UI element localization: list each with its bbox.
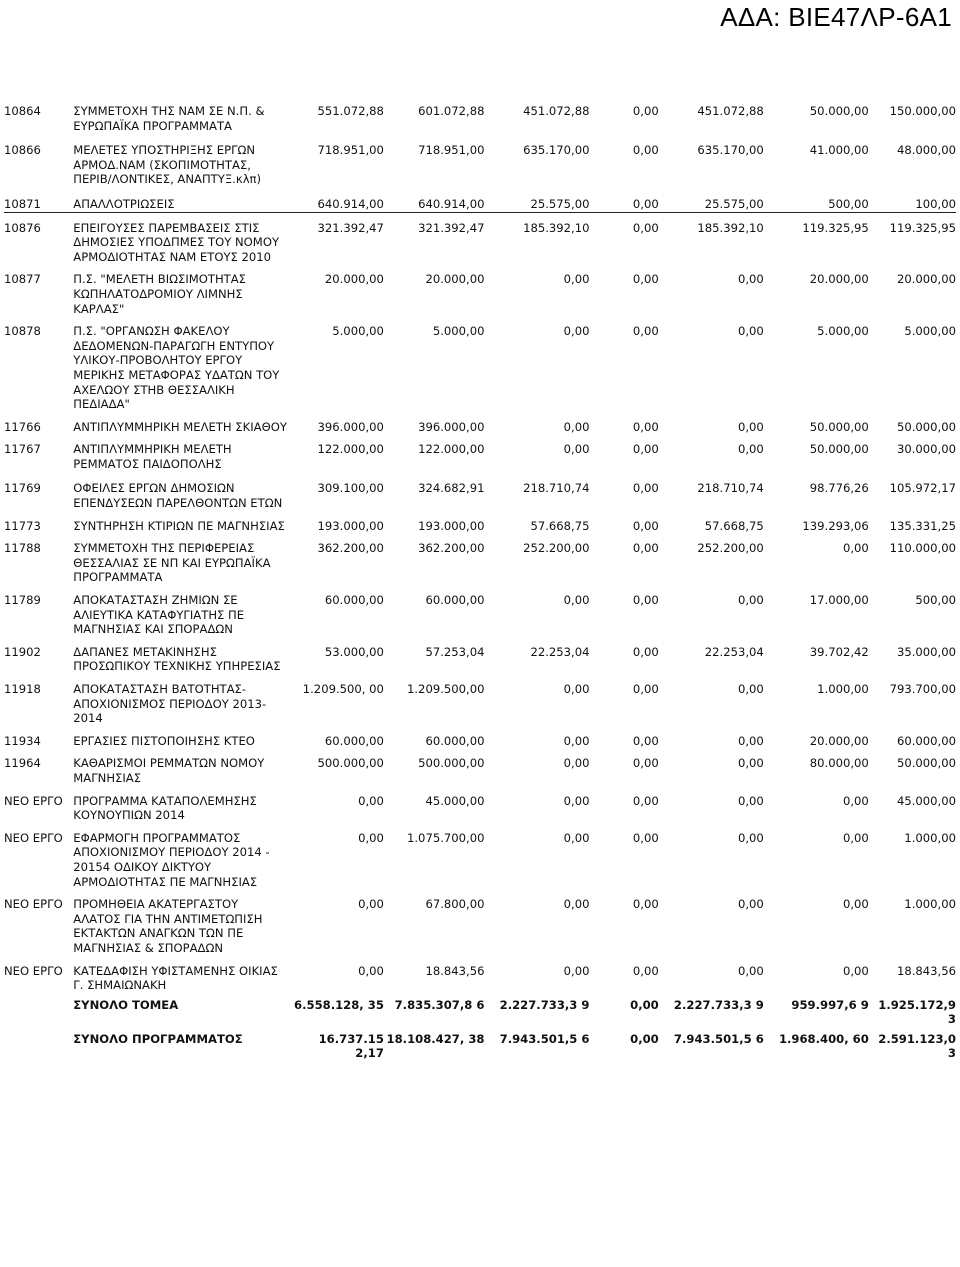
amount-v2: 57.253,04: [425, 644, 485, 659]
amount-v4: 0,00: [632, 518, 659, 533]
total-v7: 2.591.123,0 3: [878, 1031, 956, 1061]
total-v3: 2.227.733,3 9: [499, 997, 590, 1012]
amount-v5: 218.710,74: [697, 481, 764, 496]
row-description: ΕΦΑΡΜΟΓΗ ΠΡΟΓΡΑΜΜΑΤΟΣ ΑΠΟΧΙΟΝΙΣΜΟΥ ΠΕΡΙΟΔΟΥ 2014 - 20154 ΟΔΙΚΟΥ ΔΙΚΤΥΟΥ ΑΡΜΟΔΙΟΤΗΤΑΣ ΠΕ ΜΑΓΝΗΣΙΑΣ: [73, 830, 270, 889]
amount-v3: 451.072,88: [523, 104, 590, 118]
total-v2: 18.108.427, 38: [386, 1031, 485, 1046]
row-description: ΑΠΟΚΑΤΑΣΤΑΣΗ ΒΑΤΟΤΗΤΑΣ-ΑΠΟΧΙΟΝΙΣΜΟΣ ΠΕΡΙΟΔΟΥ 2013-2014: [73, 682, 267, 726]
amount-v6: 5.000,00: [817, 324, 869, 339]
amount-v3: 218.710,74: [523, 481, 590, 496]
row-description: ΟΦΕΙΛΕΣ ΕΡΓΩΝ ΔΗΜΟΣΙΩΝ ΕΠΕΝΔΥΣΕΩΝ ΠΑΡΕΛΘΟΝΤΩΝ ΕΤΩΝ: [73, 481, 283, 511]
total-v5: 7.943.501,5 6: [673, 1031, 764, 1046]
total-v4: 0,00: [630, 1031, 659, 1046]
total-spacer: [4, 993, 73, 1027]
amount-v6: 80.000,00: [809, 756, 869, 771]
table-row: [4, 511, 956, 534]
ada-watermark: ΑΔΑ: ΒΙΕ47ΛΡ-6Α1: [720, 2, 952, 32]
table-row: [4, 212, 956, 264]
row-description: ΣΥΜΜΕΤΟΧΗ ΤΗΣ ΝΑΜ ΣΕ Ν.Π. & ΕΥΡΩΠΑΪΚΑ ΠΡΟΓΡΑΜΜΑΤΑ: [73, 104, 265, 133]
amount-v7: 100,00: [915, 196, 956, 211]
amount-v6: 17.000,00: [809, 593, 869, 608]
amount-v7: 50.000,00: [896, 756, 956, 771]
amount-v2: 60.000,00: [425, 593, 485, 608]
amount-v5: 0,00: [737, 733, 764, 748]
amount-v1: 60.000,00: [324, 733, 384, 748]
row-description: ΔΑΠΑΝΕΣ ΜΕΤΑΚΙΝΗΣΗΣ ΠΡΟΣΩΠΙΚΟΥ ΤΕΧΝΙΚΗΣ ΥΠΗΡΕΣΙΑΣ: [73, 644, 281, 674]
amount-v2: 601.072,88: [418, 104, 485, 118]
row-description: ΣΥΝΤΗΡΗΣΗ ΚΤΙΡΙΩΝ ΠΕ ΜΑΓΝΗΣΙΑΣ: [73, 518, 285, 533]
amount-v2: 500.000,00: [418, 756, 485, 771]
total-v5: 2.227.733,3 9: [673, 997, 764, 1012]
amount-v2: 1.075.700,00: [407, 830, 485, 845]
amount-v5: 0,00: [737, 830, 764, 845]
row-description: ΠΡΟΓΡΑΜΜΑ ΚΑΤΑΠΟΛΕΜΗΣΗΣ ΚΟΥΝΟΥΠΙΩΝ 2014: [73, 793, 257, 823]
amount-v2: 67.800,00: [425, 897, 485, 912]
row-description: Π.Σ. "ΟΡΓΑΝΩΣΗ ΦΑΚΕΛΟΥ ΔΕΔΟΜΕΝΩΝ-ΠΑΡΑΓΩΓΗ ΕΝΤΥΠΟΥ ΥΛΙΚΟΥ-ΠΡΟΒΟΛΗΤΟΥ ΕΡΓΟΥ ΜΕΡΙΚΗΣ ΜΕΤΑΦΟΡΑΣ ΥΔΑΤΩΝ ΤΟΥ ΑΧΕΛΩΟΥ ΣΤΗΒ ΘΕΣΣΑΛΙΚΗ ΠΕΔΙΑΔΑ": [73, 324, 280, 412]
row-code: 11964: [4, 756, 41, 771]
amount-v4: 0,00: [632, 143, 659, 158]
amount-v1: 193.000,00: [317, 518, 384, 533]
amount-v1: 0,00: [358, 793, 384, 808]
amount-v3: 0,00: [563, 324, 590, 339]
amount-v2: 18.843,56: [425, 963, 485, 978]
amount-v5: 252.200,00: [697, 541, 764, 556]
total-v4: 0,00: [630, 997, 659, 1012]
table-row: [4, 823, 956, 889]
amount-v6: 98.776,26: [809, 481, 869, 496]
amount-v7: 119.325,95: [869, 212, 956, 264]
amount-v7: 500,00: [915, 593, 956, 608]
amount-v2: 45.000,00: [425, 793, 485, 808]
budget-table: [4, 96, 956, 1061]
amount-v6: 0,00: [842, 897, 869, 912]
amount-v5: 0,00: [737, 593, 764, 608]
table-row: [4, 748, 956, 785]
amount-v1: 122.000,00: [317, 442, 384, 457]
total-label: ΣΥΝΟΛΟ ΤΟΜΕΑ: [73, 997, 179, 1012]
amount-v5: 0,00: [737, 272, 764, 287]
amount-v4: 0,00: [632, 682, 659, 696]
amount-v3: 0,00: [563, 897, 590, 912]
row-code: 11773: [4, 518, 41, 533]
amount-v2: 1.209.500,00: [407, 682, 485, 696]
row-description: Π.Σ. "ΜΕΛΕΤΗ ΒΙΩΣΙΜΟΤΗΤΑΣ ΚΩΠΗΛΑΤΟΔΡΟΜΙΟΥ ΛΙΜΝΗΣ ΚΑΡΛΑΣ": [73, 272, 247, 316]
row-code: 10871: [4, 196, 41, 211]
amount-v7: 105.972,17: [889, 481, 956, 496]
amount-v7: 1.000,00: [904, 830, 956, 845]
amount-v2: 362.200,00: [418, 541, 485, 556]
amount-v6: 50.000,00: [809, 419, 869, 434]
row-code: 10878: [4, 324, 41, 339]
row-description: ΚΑΤΕΔΑΦΙΣΗ ΥΦΙΣΤΑΜΕΝΗΣ ΟΙΚΙΑΣ Γ. ΣΗΜΑΙΩΝΑΚΗ: [73, 963, 278, 993]
table-row: [4, 471, 956, 510]
amount-v1: 20.000,00: [324, 272, 384, 287]
table-row: [4, 133, 956, 187]
amount-v1: 640.914,00: [317, 196, 384, 211]
total-v1: 16.737.15 2,17: [318, 1031, 384, 1061]
amount-v5: 185.392,10: [659, 212, 764, 264]
amount-v4: 0,00: [632, 733, 659, 748]
row-code: ΝΕΟ ΕΡΓΟ: [4, 830, 63, 845]
row-description: ΑΝΤΙΠΛΥΜΜΗΡΙΚΗ ΜΕΛΕΤΗ ΣΚΙΑΘΟΥ: [73, 419, 287, 434]
table-row: [4, 786, 956, 823]
amount-v6: 50.000,00: [809, 442, 869, 457]
table-row: [4, 533, 956, 585]
amount-v4: 0,00: [632, 830, 659, 845]
row-code: 10877: [4, 272, 41, 287]
row-description: ΣΥΜΜΕΤΟΧΗ ΤΗΣ ΠΕΡΙΦΕΡΕΙΑΣ ΘΕΣΣΑΛΙΑΣ ΣΕ ΝΠ ΚΑΙ ΕΥΡΩΠΑΪΚΑ ΠΡΟΓΡΑΜΜΑΤΑ: [73, 541, 271, 585]
total-spacer: [4, 1027, 73, 1061]
amount-v5: 25.575,00: [704, 196, 764, 211]
amount-v3: 57.668,75: [530, 518, 590, 533]
table-row: [4, 434, 956, 471]
amount-v4: 0,00: [632, 272, 659, 287]
amount-v3: 0,00: [563, 830, 590, 845]
table-row: [4, 187, 956, 212]
amount-v5: 0,00: [737, 682, 764, 696]
amount-v3: 0,00: [563, 593, 590, 608]
row-code: 11934: [4, 733, 41, 748]
amount-v4: 0,00: [632, 593, 659, 608]
amount-v5: 0,00: [737, 793, 764, 808]
row-code: ΝΕΟ ΕΡΓΟ: [4, 897, 63, 912]
amount-v1: 551.072,88: [317, 104, 384, 118]
amount-v6: 139.293,06: [802, 518, 869, 533]
amount-v4: 0,00: [632, 644, 659, 659]
amount-v7: 60.000,00: [896, 733, 956, 748]
amount-v7: 1.000,00: [904, 897, 956, 912]
amount-v4: 0,00: [632, 104, 659, 118]
amount-v2: 60.000,00: [425, 733, 485, 748]
amount-v6: 20.000,00: [809, 733, 869, 748]
amount-v3: 0,00: [563, 963, 590, 978]
amount-v3: 22.253,04: [530, 644, 590, 659]
amount-v7: 30.000,00: [896, 442, 956, 457]
amount-v5: 635.170,00: [697, 143, 764, 158]
row-code: 11788: [4, 541, 41, 556]
table-row: [4, 674, 956, 726]
amount-v4: 0,00: [632, 963, 659, 978]
amount-v7: 20.000,00: [896, 272, 956, 287]
amount-v3: 252.200,00: [523, 541, 590, 556]
row-code: 11789: [4, 593, 41, 608]
amount-v7: 793.700,00: [889, 682, 956, 696]
amount-v6: 1.000,00: [817, 682, 869, 696]
table-row: [4, 96, 956, 133]
table-row: [4, 889, 956, 955]
amount-v1: 309.100,00: [317, 481, 384, 496]
amount-v1: 1.209.500, 00: [302, 682, 384, 696]
amount-v4: 0,00: [632, 419, 659, 434]
table-row: [4, 637, 956, 674]
amount-v4: 0,00: [589, 212, 658, 264]
amount-v4: 0,00: [632, 324, 659, 339]
amount-v7: 5.000,00: [904, 324, 956, 339]
amount-v7: 150.000,00: [889, 104, 956, 118]
table-row: [4, 956, 956, 993]
amount-v2: 640.914,00: [418, 196, 485, 211]
amount-v5: 0,00: [737, 324, 764, 339]
amount-v6: 0,00: [842, 793, 869, 808]
amount-v5: 0,00: [737, 756, 764, 771]
amount-v2: 20.000,00: [425, 272, 485, 287]
total-v7: 1.925.172,9 3: [878, 997, 956, 1027]
amount-v6: 0,00: [842, 963, 869, 978]
row-code: ΝΕΟ ΕΡΓΟ: [4, 963, 63, 978]
amount-v6: 50.000,00: [809, 104, 869, 118]
amount-v4: 0,00: [632, 442, 659, 457]
amount-v4: 0,00: [632, 541, 659, 556]
total-row: [4, 993, 956, 1027]
amount-v5: 0,00: [737, 963, 764, 978]
amount-v2: 718.951,00: [418, 143, 485, 158]
amount-v6: 20.000,00: [809, 272, 869, 287]
row-description: ΕΡΓΑΣΙΕΣ ΠΙΣΤΟΠΟΙΗΣΗΣ ΚΤΕΟ: [73, 733, 255, 748]
row-code: 11769: [4, 481, 41, 496]
amount-v1: 0,00: [358, 963, 384, 978]
amount-v1: 396.000,00: [317, 419, 384, 434]
amount-v5: 451.072,88: [697, 104, 764, 118]
total-v2: 7.835.307,8 6: [394, 997, 485, 1012]
total-v6: 1.968.400, 60: [778, 1031, 869, 1046]
amount-v1: 321.392,47: [288, 212, 384, 264]
amount-v2: 193.000,00: [418, 518, 485, 533]
amount-v3: 0,00: [563, 793, 590, 808]
table-row: [4, 412, 956, 435]
total-row: [4, 1027, 956, 1061]
amount-v7: 35.000,00: [896, 644, 956, 659]
amount-v4: 0,00: [632, 756, 659, 771]
total-v1: 6.558.128, 35: [294, 997, 384, 1012]
row-code: 11766: [4, 419, 41, 434]
row-description: ΑΝΤΙΠΛΥΜΜΗΡΙΚΗ ΜΕΛΕΤΗ ΡΕΜΜΑΤΟΣ ΠΑΙΔΟΠΟΛΗΣ: [73, 442, 232, 471]
total-v6: 959.997,6 9: [791, 997, 869, 1012]
amount-v5: 0,00: [737, 442, 764, 457]
amount-v5: 57.668,75: [704, 518, 764, 533]
amount-v7: 135.331,25: [889, 518, 956, 533]
amount-v4: 0,00: [632, 481, 659, 496]
amount-v4: 0,00: [632, 793, 659, 808]
amount-v1: 362.200,00: [317, 541, 384, 556]
amount-v1: 53.000,00: [324, 644, 384, 659]
amount-v7: 48.000,00: [896, 143, 956, 158]
amount-v6: 0,00: [842, 541, 869, 556]
amount-v6: 39.702,42: [809, 644, 869, 659]
amount-v1: 60.000,00: [324, 593, 384, 608]
amount-v3: 0,00: [563, 733, 590, 748]
total-label: ΣΥΝΟΛΟ ΠΡΟΓΡΑΜΜΑΤΟΣ: [73, 1031, 243, 1046]
row-description: ΜΕΛΕΤΕΣ ΥΠΟΣΤΗΡΙΞΗΣ ΕΡΓΩΝ ΑΡΜΟΔ.ΝΑΜ (ΣΚΟΠΙΜΟΤΗΤΑΣ, ΠΕΡΙΒ/ΛΟΝΤΙΚΕΣ, ΑΝΑΠΤΥΞ.κλπ): [73, 143, 262, 187]
row-code: 11902: [4, 644, 41, 659]
table-row: [4, 316, 956, 412]
amount-v3: 0,00: [563, 442, 590, 457]
amount-v6: 119.325,95: [764, 212, 869, 264]
amount-v3: 185.392,10: [484, 212, 589, 264]
amount-v5: 0,00: [737, 897, 764, 912]
total-v3: 7.943.501,5 6: [499, 1031, 590, 1046]
row-code: ΝΕΟ ΕΡΓΟ: [4, 793, 63, 808]
amount-v4: 0,00: [632, 897, 659, 912]
amount-v7: 18.843,56: [896, 963, 956, 978]
amount-v2: 324.682,91: [418, 481, 485, 496]
row-description: ΚΑΘΑΡΙΣΜΟΙ ΡΕΜΜΑΤΩΝ ΝΟΜΟΥ ΜΑΓΝΗΣΙΑΣ: [73, 756, 265, 785]
amount-v1: 0,00: [358, 897, 384, 912]
row-code: 11767: [4, 442, 41, 457]
amount-v7: 50.000,00: [896, 419, 956, 434]
amount-v7: 110.000,00: [889, 541, 956, 556]
amount-v2: 321.392,47: [384, 212, 485, 264]
amount-v1: 718.951,00: [317, 143, 384, 158]
amount-v6: 500,00: [828, 196, 869, 211]
amount-v3: 0,00: [563, 419, 590, 434]
row-description: ΕΠΕΙΓΟΥΣΕΣ ΠΑΡΕΜΒΑΣΕΙΣ ΣΤΙΣ ΔΗΜΟΣΙΕΣ ΥΠΟΔΠΜΕΣ ΤΟΥ ΝΟΜΟΥ ΑΡΜΟΔΙΟΤΗΤΑΣ ΝΑΜ ΕΤΟΥΣ 2010: [73, 212, 288, 264]
amount-v6: 41.000,00: [809, 143, 869, 158]
table-row: [4, 264, 956, 316]
amount-v2: 5.000,00: [432, 324, 485, 339]
row-description: ΑΠΑΛΛΟΤΡΙΩΣΕΙΣ: [73, 196, 175, 211]
row-code: 10876: [4, 212, 73, 264]
amount-v5: 0,00: [737, 419, 764, 434]
amount-v1: 5.000,00: [332, 324, 384, 339]
amount-v3: 635.170,00: [523, 143, 590, 158]
amount-v3: 0,00: [563, 756, 590, 771]
row-description: ΑΠΟΚΑΤΑΣΤΑΣΗ ΖΗΜΙΩΝ ΣΕ ΑΛΙΕΥΤΙΚΑ ΚΑΤΑΦΥΓΙΑΤΗΣ ΠΕ ΜΑΓΝΗΣΙΑΣ ΚΑΙ ΣΠΟΡΑΔΩΝ: [73, 593, 245, 637]
amount-v3: 25.575,00: [530, 196, 590, 211]
table-row: [4, 585, 956, 637]
amount-v2: 122.000,00: [418, 442, 485, 457]
amount-v5: 22.253,04: [704, 644, 764, 659]
amount-v3: 0,00: [563, 272, 590, 287]
row-code: 10864: [4, 104, 41, 118]
amount-v6: 0,00: [842, 830, 869, 845]
table-row: [4, 726, 956, 749]
amount-v1: 500.000,00: [317, 756, 384, 771]
amount-v1: 0,00: [358, 830, 384, 845]
amount-v2: 396.000,00: [418, 419, 485, 434]
row-code: 10866: [4, 143, 41, 158]
row-description: ΠΡΟΜΗΘΕΙΑ ΑΚΑΤΕΡΓΑΣΤΟΥ ΑΛΑΤΟΣ ΓΙΑ ΤΗΝ ΑΝΤΙΜΕΤΩΠΙΣΗ ΕΚΤΑΚΤΩΝ ΑΝΑΓΚΩΝ ΤΩΝ ΠΕ ΜΑΓΝΗΣΙΑΣ & ΣΠΟΡΑΔΩΝ: [73, 897, 263, 955]
amount-v7: 45.000,00: [896, 793, 956, 808]
amount-v4: 0,00: [632, 196, 659, 211]
row-code: 11918: [4, 682, 41, 696]
amount-v3: 0,00: [563, 682, 590, 696]
